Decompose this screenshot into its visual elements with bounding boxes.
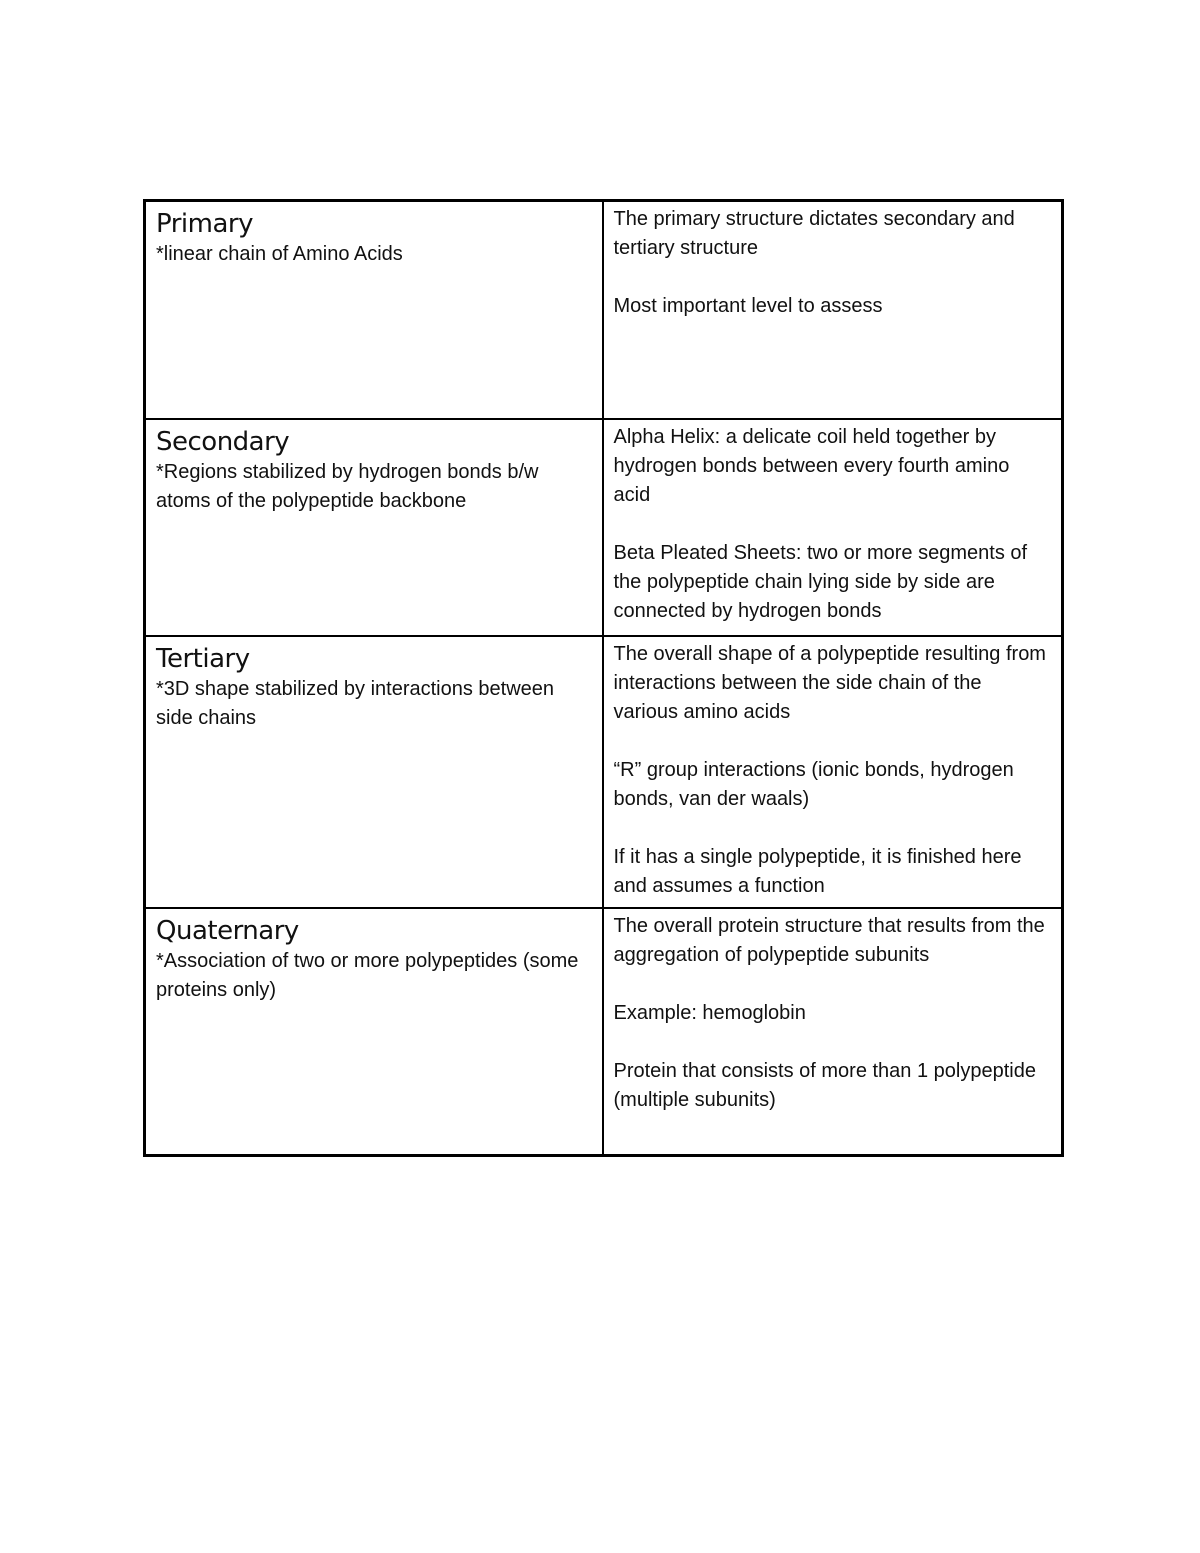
detail-paragraph: Most important level to assess (613, 295, 883, 317)
detail-paragraph: Beta Pleated Sheets: two or more segments of the polypeptide chain lying side by side are connected by hydrogen bonds (613, 541, 1033, 622)
detail-cell-secondary (603, 419, 1063, 636)
detail-paragraph: “R” group interactions (ionic bonds, hydrogen bonds, van der waals) (613, 758, 1020, 810)
level-description: *3D shape stabilized by interactions between side chains (156, 677, 560, 729)
table-row-quaternary (145, 908, 1063, 1156)
level-cell-tertiary (145, 636, 603, 908)
detail-paragraph: If it has a single polypeptide, it is finished here and assumes a function (613, 845, 1028, 897)
detail-cell-quaternary (603, 908, 1063, 1156)
level-title: Secondary (156, 426, 290, 457)
table-row-secondary (145, 419, 1063, 636)
level-cell-secondary (145, 419, 603, 636)
level-title: Tertiary (156, 643, 250, 674)
detail-paragraph: The overall protein structure that results from the aggregation of polypeptide subunits (613, 914, 1051, 966)
level-title: Primary (156, 209, 253, 239)
level-cell-quaternary (145, 908, 603, 1156)
level-cell-primary (145, 201, 603, 419)
detail-cell-tertiary (603, 636, 1063, 908)
protein-structure-table (143, 199, 1064, 1157)
detail-paragraph: The primary structure dictates secondary and tertiary structure (613, 208, 1021, 259)
level-description: *Regions stabilized by hydrogen bonds b/w atoms of the polypeptide backbone (156, 460, 545, 512)
detail-cell-primary (603, 201, 1063, 419)
level-title: Quaternary (156, 915, 299, 946)
level-description: *Association of two or more polypeptides (some proteins only) (156, 949, 584, 1001)
detail-paragraph: The overall shape of a polypeptide resulting from interactions between the side chain of the various amino acids (613, 642, 1052, 723)
detail-paragraph: Example: hemoglobin (613, 1001, 806, 1024)
table-row-tertiary (145, 636, 1063, 908)
level-description: *linear chain of Amino Acids (156, 243, 403, 265)
table-row-primary (145, 201, 1063, 419)
detail-paragraph: Protein that consists of more than 1 polypeptide (multiple subunits) (613, 1059, 1042, 1111)
detail-paragraph: Alpha Helix: a delicate coil held together by hydrogen bonds between every fourth amino acid (613, 425, 1015, 506)
